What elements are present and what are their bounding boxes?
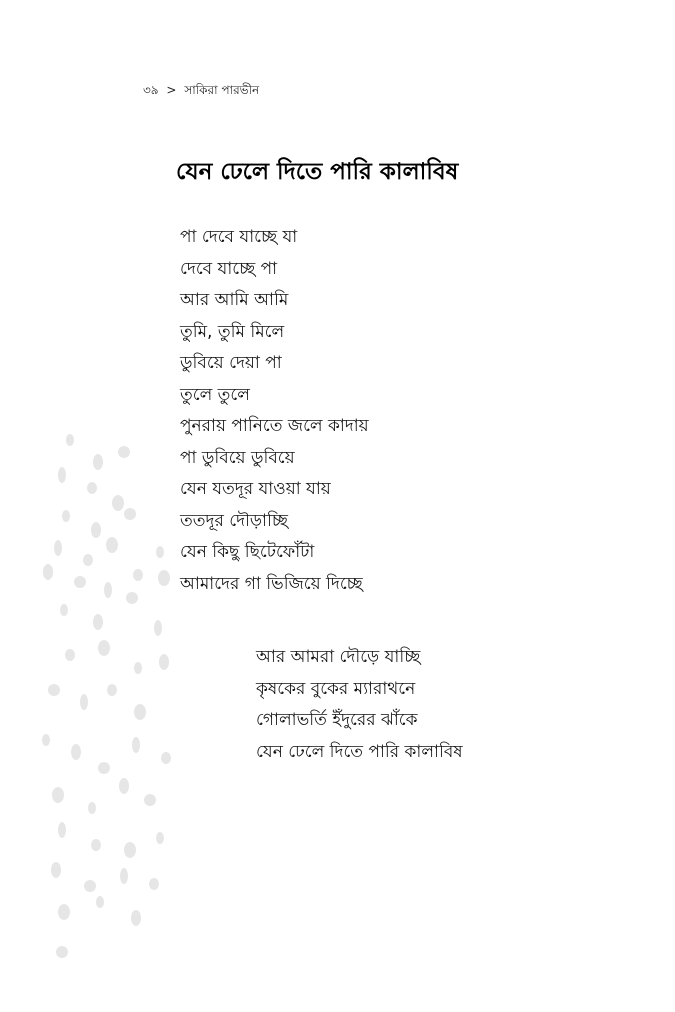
poem-line: কৃষকের বুকের ম্যারাথনে (256, 678, 416, 699)
pattern-dot (107, 684, 117, 696)
pattern-dot (62, 510, 70, 522)
pattern-dot (66, 434, 74, 446)
pattern-dot (104, 582, 112, 598)
pattern-dot (124, 842, 136, 858)
pattern-dot (42, 734, 50, 746)
pattern-dot (159, 654, 169, 670)
pattern-dot (161, 752, 171, 764)
pattern-dot (156, 546, 164, 558)
pattern-dot (98, 640, 110, 656)
pattern-dot (54, 540, 62, 556)
pattern-dot (87, 482, 97, 494)
pattern-dot (91, 839, 101, 851)
poem-line: দেবে যাচ্ছে পা (180, 258, 278, 279)
pattern-dot (60, 604, 68, 616)
poem-title: যেন ঢেলে দিতে পারি কালাবিষ (176, 159, 459, 185)
pattern-dot (112, 495, 124, 511)
poem-line: পুনরায় পানিতে জলে কাদায় (180, 416, 369, 436)
pattern-dot (119, 778, 129, 794)
pattern-dot (133, 569, 143, 581)
pattern-dot (52, 787, 64, 803)
pattern-dot (118, 446, 130, 458)
pattern-dot (134, 704, 146, 720)
pattern-dot (126, 592, 138, 604)
poem-line: আমাদের গা ভিজিয়ে দিচ্ছে (180, 573, 363, 594)
poem-line: পা দেবে যাচ্ছে যা (180, 227, 298, 247)
pattern-dot (106, 537, 118, 553)
stanza-1 (180, 222, 369, 600)
page-number: ৩৯ (143, 83, 159, 97)
pattern-dot (156, 832, 164, 844)
pattern-dot (83, 554, 93, 566)
pattern-dot (80, 694, 88, 710)
pattern-dot (134, 662, 142, 674)
author-name: সাকিরা পারভীন (184, 83, 260, 97)
poem-line: গোলাভর্তি ইঁদুরের ঝাঁকে (256, 710, 418, 730)
pattern-dot (91, 522, 101, 538)
poem-line: তুলে তুলে (180, 384, 250, 405)
pattern-dot (120, 868, 128, 884)
poem-line: আর আমরা দৌড়ে যাচ্ছি (256, 647, 421, 667)
pattern-dot (98, 762, 110, 774)
pattern-dot (71, 744, 81, 760)
pattern-dot (88, 802, 96, 814)
poem-line: যেন যতদূর যাওয়া যায় (180, 479, 331, 499)
pattern-dot (158, 570, 170, 586)
pattern-dot (84, 880, 96, 892)
pattern-dot (58, 467, 66, 483)
pattern-dot (132, 737, 140, 753)
running-header (143, 82, 259, 102)
pattern-dot (48, 684, 60, 696)
pattern-dot (93, 614, 103, 630)
pattern-dot (56, 946, 68, 958)
pattern-dot (58, 904, 70, 920)
pattern-dot (154, 620, 162, 636)
pattern-dot (93, 454, 103, 470)
pattern-dot (74, 576, 86, 588)
poem-line: ততদূর দৌড়াচ্ছি (180, 510, 288, 531)
pattern-dot (144, 794, 156, 806)
pattern-dot (149, 878, 159, 890)
header-separator: > (166, 83, 177, 97)
poem-line: যেন কিছু ছিটেফোঁটা (180, 542, 315, 562)
poem-line: যেন ঢেলে দিতে পারি কালাবিষ (256, 741, 463, 762)
pattern-dot (65, 649, 75, 661)
poem-line: তুমি, তুমি মিলে (180, 321, 285, 342)
pattern-dot (131, 910, 141, 926)
poem-line: আর আমি আমি (180, 290, 289, 310)
pattern-dot (51, 862, 61, 878)
pattern-dot (43, 564, 53, 580)
pattern-dot (58, 822, 66, 838)
poem-line: ডুবিয়ে দেয়া পা (180, 353, 282, 373)
stanza-2 (256, 642, 463, 768)
pattern-dot (96, 896, 104, 908)
poem-line: পা ডুবিয়ে ডুবিয়ে (180, 447, 295, 468)
pattern-dot (124, 508, 136, 520)
